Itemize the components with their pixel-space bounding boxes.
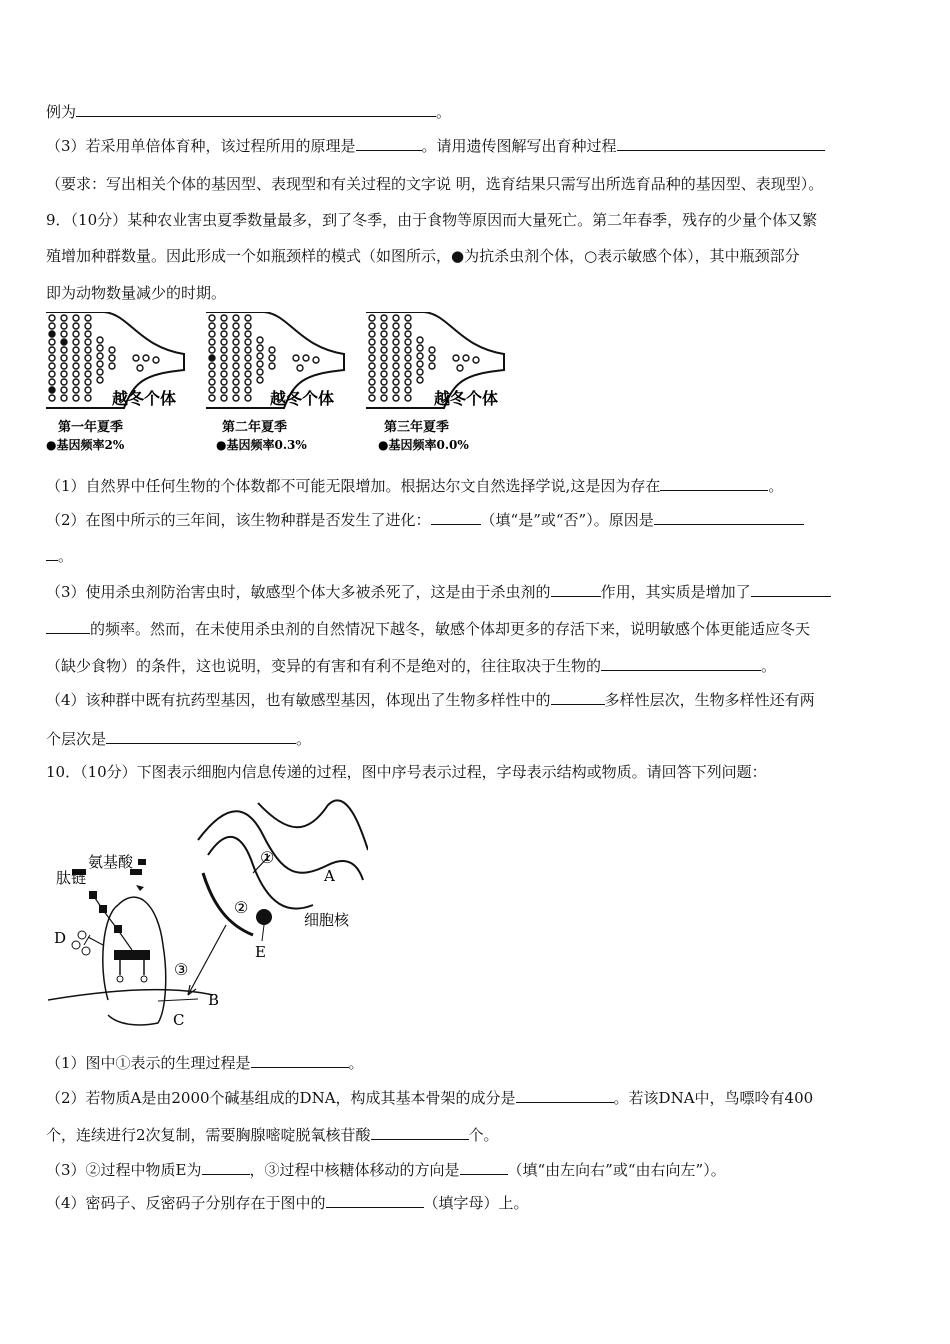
sensitive-individual xyxy=(233,323,239,329)
sensitive-individual xyxy=(233,395,239,401)
sensitive-individual xyxy=(209,331,215,337)
sensitive-individual xyxy=(245,387,251,393)
answer-blank[interactable] xyxy=(617,136,825,151)
sensitive-individual xyxy=(245,371,251,377)
sensitive-individual xyxy=(369,339,375,345)
sensitive-individual xyxy=(73,379,79,385)
sensitive-individual xyxy=(453,355,459,361)
sensitive-individual xyxy=(381,331,387,337)
sensitive-individual xyxy=(245,395,251,401)
q9-sub2-cont: 。 xyxy=(46,546,73,566)
q10-sub3: （3）②过程中物质E为 ，③过程中核糖体移动的方向是 （填“由左向右”或“由右向左”）。 xyxy=(46,1161,726,1179)
sensitive-individual xyxy=(269,347,275,353)
sensitive-individual xyxy=(369,363,375,369)
sensitive-individual xyxy=(73,363,79,369)
sensitive-individual xyxy=(417,337,423,343)
sensitive-individual xyxy=(393,387,399,393)
sensitive-individual xyxy=(233,387,239,393)
sensitive-individual xyxy=(221,379,227,385)
answer-blank[interactable] xyxy=(601,656,761,671)
sensitive-individual xyxy=(85,371,91,377)
sensitive-individual xyxy=(61,331,67,337)
q10-sub4: （4）密码子、反密码子分别存在于图中的 （填字母）上。 xyxy=(46,1194,529,1212)
q9-sub1: （1）自然界中任何生物的个体数都不可能无限增加。根据达尔文自然选择学说,这是因为存在 。 xyxy=(46,477,784,495)
sensitive-individual xyxy=(233,315,239,321)
enzyme-e xyxy=(256,909,272,925)
sensitive-individual xyxy=(405,363,411,369)
q10-sub2: （2）若物质A是由2000个碱基组成的DNA，构成其基本骨架的成分是 。若该DNA中，鸟嘌呤有400 xyxy=(46,1089,814,1107)
sensitive-individual xyxy=(381,339,387,345)
sensitive-individual xyxy=(269,363,275,369)
sensitive-individual xyxy=(245,347,251,353)
sensitive-individual xyxy=(245,331,251,337)
sensitive-individual xyxy=(245,355,251,361)
sensitive-individual xyxy=(405,347,411,353)
sensitive-individual xyxy=(49,355,55,361)
sensitive-individual xyxy=(153,357,159,363)
sensitive-individual xyxy=(233,379,239,385)
sensitive-individual xyxy=(405,395,411,401)
sensitive-individual xyxy=(405,331,411,337)
label-a: A xyxy=(324,867,335,885)
sensitive-individual xyxy=(85,379,91,385)
sensitive-individual xyxy=(209,323,215,329)
answer-blank[interactable] xyxy=(326,1193,424,1208)
sensitive-individual xyxy=(393,347,399,353)
panel-1-freq: ●基因频率2% xyxy=(46,438,125,452)
sensitive-individual xyxy=(209,395,215,401)
sensitive-individual xyxy=(381,363,387,369)
sensitive-individual xyxy=(393,395,399,401)
sensitive-individual xyxy=(85,363,91,369)
winter-label-3: 越冬个体 xyxy=(434,389,499,408)
sensitive-individual xyxy=(405,379,411,385)
sensitive-individual xyxy=(393,371,399,377)
sensitive-individual xyxy=(61,395,67,401)
sensitive-individual xyxy=(61,363,67,369)
sensitive-individual xyxy=(473,357,479,363)
sensitive-individual xyxy=(209,371,215,377)
sensitive-individual xyxy=(369,387,375,393)
sensitive-individual xyxy=(209,363,215,369)
sensitive-individual xyxy=(245,315,251,321)
sensitive-individual xyxy=(109,347,115,353)
sensitive-individual xyxy=(137,365,143,371)
sensitive-individual xyxy=(221,331,227,337)
label-d: D xyxy=(54,929,67,947)
bottleneck-figure xyxy=(44,312,514,454)
sensitive-individual xyxy=(313,357,319,363)
sensitive-individual xyxy=(417,369,423,375)
sensitive-individual xyxy=(109,355,115,361)
q9-sub3: （3）使用杀虫剂防治害虫时，敏感型个体大多被杀死了，这是由于杀虫剂的 作用，其实质是增加了 xyxy=(46,582,831,602)
answer-blank[interactable] xyxy=(251,1053,349,1068)
answer-blank[interactable] xyxy=(431,510,481,525)
sensitive-individual xyxy=(257,361,263,367)
sensitive-individual xyxy=(381,395,387,401)
sensitive-individual xyxy=(49,363,55,369)
sensitive-individual xyxy=(381,323,387,329)
q8-requirement: （要求：写出相关个体的基因型、表现型和有关过程的文字说 明，选育结果只需写出所选育品种的基因型、表现型）。 xyxy=(46,175,824,193)
sensitive-individual xyxy=(49,347,55,353)
answer-blank[interactable] xyxy=(660,476,768,491)
answer-blank[interactable] xyxy=(46,619,90,634)
sensitive-individual xyxy=(393,339,399,345)
resistant-individual xyxy=(61,339,67,345)
sensitive-individual xyxy=(61,371,67,377)
sensitive-individual xyxy=(297,365,303,371)
sensitive-individual xyxy=(49,323,55,329)
answer-blank[interactable] xyxy=(460,1160,508,1175)
q9-sub2: （2）在图中所示的三年间，该生物种群是否发生了进化： （填“是”或“否”）。原因是 xyxy=(46,510,804,530)
sensitive-individual xyxy=(61,387,67,393)
sensitive-individual xyxy=(209,379,215,385)
q9-sub3-cont: 的频率。然而，在未使用杀虫剂的自然情况下越冬，敏感个体却更多的存活下来，说明敏感个体更能适应冬天 xyxy=(46,619,810,639)
sensitive-individual xyxy=(73,315,79,321)
sensitive-individual xyxy=(417,361,423,367)
q8-tail-line: 例为 。 xyxy=(46,103,452,121)
gene-expression-figure xyxy=(48,795,368,1035)
answer-blank[interactable] xyxy=(106,729,296,744)
q9-sub3-cont2: （缺少食物）的条件，这也说明，变异的有害和有利不是绝对的，往往取决于生物的 。 xyxy=(46,657,777,675)
sensitive-individual xyxy=(245,339,251,345)
nucleus-label: 细胞核 xyxy=(304,911,350,929)
sensitive-individual xyxy=(369,395,375,401)
answer-blank[interactable] xyxy=(202,1160,250,1175)
sensitive-individual xyxy=(369,347,375,353)
sensitive-individual xyxy=(73,395,79,401)
panel-3-freq: ●基因频率0.0% xyxy=(378,438,469,452)
sensitive-individual xyxy=(97,361,103,367)
q10-sub1: （1）图中①表示的生理过程是 。 xyxy=(46,1054,364,1072)
answer-blank[interactable] xyxy=(356,136,422,151)
sensitive-individual xyxy=(429,355,435,361)
resistant-individual xyxy=(209,355,215,361)
sensitive-individual xyxy=(209,387,215,393)
sensitive-individual xyxy=(49,371,55,377)
resistant-individual xyxy=(49,387,55,393)
panel-2-season: 第二年夏季 xyxy=(222,420,288,435)
sensitive-individual xyxy=(405,339,411,345)
sensitive-individual xyxy=(209,339,215,345)
label-b: B xyxy=(208,991,220,1009)
winter-label-2: 越冬个体 xyxy=(270,389,335,408)
sensitive-individual xyxy=(221,395,227,401)
sensitive-individual xyxy=(73,347,79,353)
label-c: C xyxy=(173,1011,185,1029)
sensitive-individual xyxy=(209,347,215,353)
sensitive-individual xyxy=(109,363,115,369)
sensitive-individual xyxy=(221,363,227,369)
sensitive-individual xyxy=(97,345,103,351)
sensitive-individual xyxy=(429,363,435,369)
label-e: E xyxy=(255,943,266,961)
sensitive-individual xyxy=(85,347,91,353)
sensitive-individual xyxy=(209,315,215,321)
sensitive-individual xyxy=(73,331,79,337)
sensitive-individual xyxy=(233,355,239,361)
answer-blank[interactable] xyxy=(46,546,58,561)
sensitive-individual xyxy=(97,337,103,343)
sensitive-individual xyxy=(257,345,263,351)
sensitive-individual xyxy=(97,369,103,375)
sensitive-individual xyxy=(233,347,239,353)
sensitive-individual xyxy=(293,355,299,361)
panel-3-season: 第三年夏季 xyxy=(384,420,450,435)
sensitive-individual xyxy=(393,331,399,337)
sensitive-individual xyxy=(369,331,375,337)
resistant-individual xyxy=(49,331,55,337)
sensitive-individual xyxy=(233,363,239,369)
sensitive-individual xyxy=(49,339,55,345)
answer-blank[interactable] xyxy=(751,582,831,597)
sensitive-individual xyxy=(417,377,423,383)
sensitive-individual xyxy=(245,323,251,329)
sensitive-individual xyxy=(233,339,239,345)
sensitive-individual xyxy=(61,315,67,321)
sensitive-individual xyxy=(61,347,67,353)
sensitive-individual xyxy=(405,387,411,393)
sensitive-individual xyxy=(417,353,423,359)
process-1-label: ① xyxy=(260,848,275,867)
sensitive-individual xyxy=(369,371,375,377)
sensitive-individual xyxy=(303,355,309,361)
q10-sub2-cont: 个，连续进行2次复制，需要胸腺嘧啶脱氧核苷酸 个。 xyxy=(46,1126,499,1144)
sensitive-individual xyxy=(233,331,239,337)
sensitive-individual xyxy=(85,331,91,337)
sensitive-individual xyxy=(143,355,149,361)
sensitive-individual xyxy=(405,371,411,377)
sensitive-individual xyxy=(233,371,239,377)
q9-sub4-cont: 个层次是 。 xyxy=(46,730,312,748)
sensitive-individual xyxy=(381,387,387,393)
sensitive-individual xyxy=(393,323,399,329)
sensitive-individual xyxy=(381,379,387,385)
sensitive-individual xyxy=(61,355,67,361)
sensitive-individual xyxy=(381,371,387,377)
q9-intro-1: 9．（10分）某种农业害虫夏季数量最多，到了冬季，由于食物等原因而大量死亡。第二年春季，残存的少量个体又繁 xyxy=(46,211,818,229)
sensitive-individual xyxy=(85,315,91,321)
sensitive-individual xyxy=(405,323,411,329)
sensitive-individual xyxy=(221,347,227,353)
sensitive-individual xyxy=(369,355,375,361)
sensitive-individual xyxy=(49,379,55,385)
sensitive-individual xyxy=(73,387,79,393)
peptide-label: 肽链 xyxy=(56,869,87,887)
sensitive-individual xyxy=(221,323,227,329)
ribosome xyxy=(114,950,150,960)
process-2-label: ② xyxy=(234,898,249,917)
sensitive-individual xyxy=(457,365,463,371)
sensitive-individual xyxy=(381,355,387,361)
sensitive-individual xyxy=(221,371,227,377)
sensitive-individual xyxy=(73,339,79,345)
sensitive-individual xyxy=(73,355,79,361)
sensitive-individual xyxy=(245,379,251,385)
sensitive-individual xyxy=(49,395,55,401)
sensitive-individual xyxy=(97,377,103,383)
q9-intro-3: 即为动物数量减少的时期。 xyxy=(46,284,227,302)
sensitive-individual xyxy=(381,315,387,321)
sensitive-individual xyxy=(85,339,91,345)
sensitive-individual xyxy=(429,347,435,353)
sensitive-individual xyxy=(257,377,263,383)
sensitive-individual xyxy=(133,355,139,361)
sensitive-individual xyxy=(257,337,263,343)
sensitive-individual xyxy=(85,387,91,393)
sensitive-individual xyxy=(393,315,399,321)
sensitive-individual xyxy=(85,355,91,361)
sensitive-individual xyxy=(369,315,375,321)
sensitive-individual xyxy=(393,379,399,385)
sensitive-individual xyxy=(405,315,411,321)
panel-1-season: 第一年夏季 xyxy=(58,420,124,435)
sensitive-individual xyxy=(463,355,469,361)
q9-intro-2: 殖增加种群数量。因此形成一个如瓶颈样的模式（如图所示，●为抗杀虫剂个体，○表示敏感个体），其中瓶颈部分 xyxy=(46,247,800,265)
sensitive-individual xyxy=(85,323,91,329)
sensitive-individual xyxy=(257,369,263,375)
q10-intro: 10．（10分）下图表示细胞内信息传递的过程，图中序号表示过程，字母表示结构或物质。请回答下列问题： xyxy=(46,763,767,781)
sensitive-individual xyxy=(73,323,79,329)
sensitive-individual xyxy=(61,379,67,385)
sensitive-individual xyxy=(73,371,79,377)
sensitive-individual xyxy=(221,315,227,321)
sensitive-individual xyxy=(61,323,67,329)
answer-blank[interactable] xyxy=(516,1088,614,1103)
answer-blank[interactable] xyxy=(551,690,605,705)
panel-2-freq: ●基因频率0.3% xyxy=(216,438,307,452)
sensitive-individual xyxy=(245,363,251,369)
sensitive-individual xyxy=(417,345,423,351)
q8-sub3-line: （3）若采用单倍体育种，该过程所用的原理是 。请用遗传图解写出育种过程 xyxy=(46,136,825,156)
sensitive-individual xyxy=(405,355,411,361)
sensitive-individual xyxy=(369,379,375,385)
sensitive-individual xyxy=(269,355,275,361)
sensitive-individual xyxy=(85,395,91,401)
sensitive-individual xyxy=(369,323,375,329)
answer-blank[interactable] xyxy=(76,102,436,117)
amino-acid-label: 氨基酸 xyxy=(88,853,134,871)
sensitive-individual xyxy=(221,355,227,361)
sensitive-individual xyxy=(49,315,55,321)
sensitive-individual xyxy=(393,355,399,361)
process-3-label: ③ xyxy=(174,960,189,979)
sensitive-individual xyxy=(393,363,399,369)
sensitive-individual xyxy=(221,339,227,345)
q9-sub4: （4）该种群中既有抗药型基因，也有敏感型基因，体现出了生物多样性中的 多样性层次，生物多样性还有两 xyxy=(46,691,815,709)
answer-blank[interactable] xyxy=(654,510,804,525)
answer-blank[interactable] xyxy=(551,582,601,597)
sensitive-individual xyxy=(381,347,387,353)
sensitive-individual xyxy=(221,387,227,393)
sensitive-individual xyxy=(97,353,103,359)
answer-blank[interactable] xyxy=(371,1125,469,1140)
winter-label-1: 越冬个体 xyxy=(112,389,177,408)
sensitive-individual xyxy=(257,353,263,359)
